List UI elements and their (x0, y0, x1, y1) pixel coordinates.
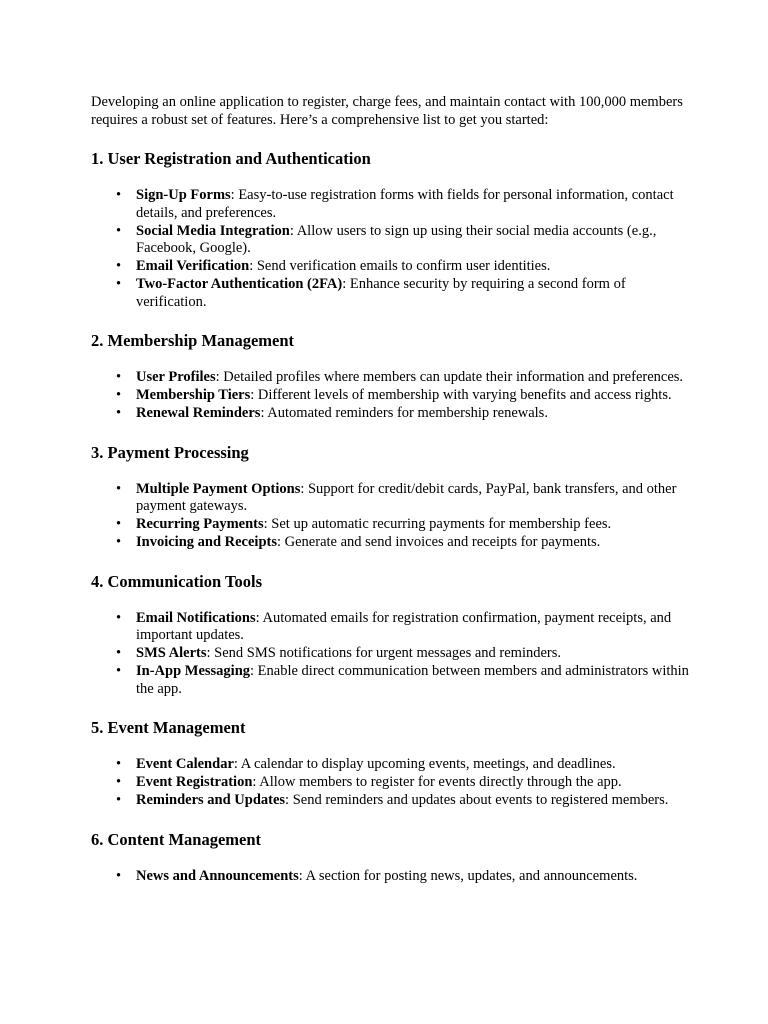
item-description: : Different levels of membership with varying benefits and access rights. (250, 387, 672, 403)
section-heading: 4. Communication Tools (91, 571, 262, 591)
item-term: Sign-Up Forms (136, 187, 231, 203)
list-item (116, 645, 690, 663)
list-item (116, 609, 690, 645)
bullet-icon: • (116, 534, 122, 550)
bullet-icon: • (116, 222, 122, 239)
item-description: : Enhance security by requiring a second form of verification. (136, 276, 626, 310)
item-description: : Send verification emails to confirm user identities. (249, 258, 551, 274)
item-description: : Easy-to-use registration forms with fields for personal information, contact details, and preferences. (136, 187, 674, 221)
item-description: : Set up automatic recurring payments for membership fees. (263, 516, 612, 532)
list-item (116, 187, 690, 222)
bullet-icon: • (116, 609, 122, 626)
list-item (116, 369, 690, 387)
section-heading: 2. Membership Management (91, 331, 295, 350)
bullet-icon: • (116, 405, 122, 421)
bullet-list (91, 756, 690, 810)
bullet-icon: • (116, 792, 122, 808)
item-description: : Allow users to sign up using their social media accounts (e.g., Facebook, Google). (136, 222, 657, 256)
item-term: Multiple Payment Options (136, 480, 301, 497)
item-term: Invoicing and Receipts (136, 534, 277, 550)
list-item (116, 756, 690, 774)
bullet-icon: • (116, 867, 122, 884)
list-item (116, 663, 690, 698)
item-description: : Support for credit/debit cards, PayPal, bank transfers, and other payment gateways. (136, 480, 677, 514)
bullet-icon: • (116, 480, 122, 497)
list-item (116, 774, 690, 792)
list-item (116, 534, 690, 552)
section-heading: 6. Content Management (91, 829, 262, 849)
item-term: Social Media Integration (136, 222, 290, 239)
bullet-list (91, 610, 690, 699)
sections-container (91, 149, 690, 885)
bullet-icon: • (116, 187, 122, 203)
list-item (116, 222, 690, 258)
item-term: Two-Factor Authentication (2FA) (136, 276, 343, 292)
list-item (116, 516, 690, 534)
bullet-icon: • (116, 276, 122, 292)
item-description: : Send reminders and updates about events to registered members. (285, 792, 669, 808)
list-item (116, 480, 690, 516)
bullet-list (91, 481, 690, 552)
item-term: Recurring Payments (136, 516, 264, 532)
bullet-icon: • (116, 774, 122, 790)
bullet-list (91, 187, 690, 311)
section-heading: 1. User Registration and Authentication (91, 149, 371, 168)
bullet-icon: • (116, 387, 122, 403)
item-term: Event Calendar (136, 756, 234, 772)
section-heading: 3. Payment Processing (91, 442, 249, 462)
list-item (116, 405, 690, 423)
bullet-icon: • (116, 369, 122, 385)
intro-paragraph: Developing an online application to register, charge fees, and maintain contact with 100,000 members requires a robust set of features. Here’s a comprehensive list to get you started: (91, 94, 683, 128)
list-item (116, 276, 690, 311)
item-description: : Send SMS notifications for urgent messages and reminders. (206, 645, 562, 661)
item-description: : A calendar to display upcoming events, meetings, and deadlines. (233, 756, 616, 772)
list-item (116, 792, 690, 810)
item-term: In-App Messaging (136, 663, 251, 679)
item-term: Email Verification (136, 258, 250, 274)
bullet-list (91, 868, 690, 886)
item-term: Event Registration (136, 774, 253, 790)
bullet-icon: • (116, 645, 122, 661)
bullet-icon: • (116, 663, 122, 679)
item-description: : Automated emails for registration confirmation, payment receipts, and important updates. (136, 609, 672, 643)
item-description: : Allow members to register for events directly through the app. (252, 774, 622, 790)
bullet-icon: • (116, 516, 122, 532)
item-term: News and Announcements (136, 867, 299, 884)
bullet-icon: • (116, 756, 122, 772)
bullet-icon: • (116, 258, 122, 274)
item-description: : A section for posting news, updates, and announcements. (298, 867, 638, 884)
item-term: Membership Tiers (136, 387, 251, 403)
item-term: Email Notifications (136, 609, 256, 626)
item-description: : Detailed profiles where members can update their information and preferences. (215, 369, 684, 385)
item-description: : Enable direct communication between members and administrators within the app. (136, 663, 689, 697)
item-description: : Generate and send invoices and receipts for payments. (277, 534, 601, 550)
list-item (116, 867, 690, 886)
list-item (116, 258, 690, 276)
bullet-list (91, 369, 690, 423)
item-term: SMS Alerts (136, 645, 207, 661)
list-item (116, 387, 690, 405)
item-term: Reminders and Updates (136, 792, 286, 808)
item-term: Renewal Reminders (136, 405, 261, 421)
item-term: User Profiles (136, 369, 216, 385)
section-heading: 5. Event Management (91, 718, 246, 737)
item-description: : Automated reminders for membership renewals. (260, 405, 548, 421)
